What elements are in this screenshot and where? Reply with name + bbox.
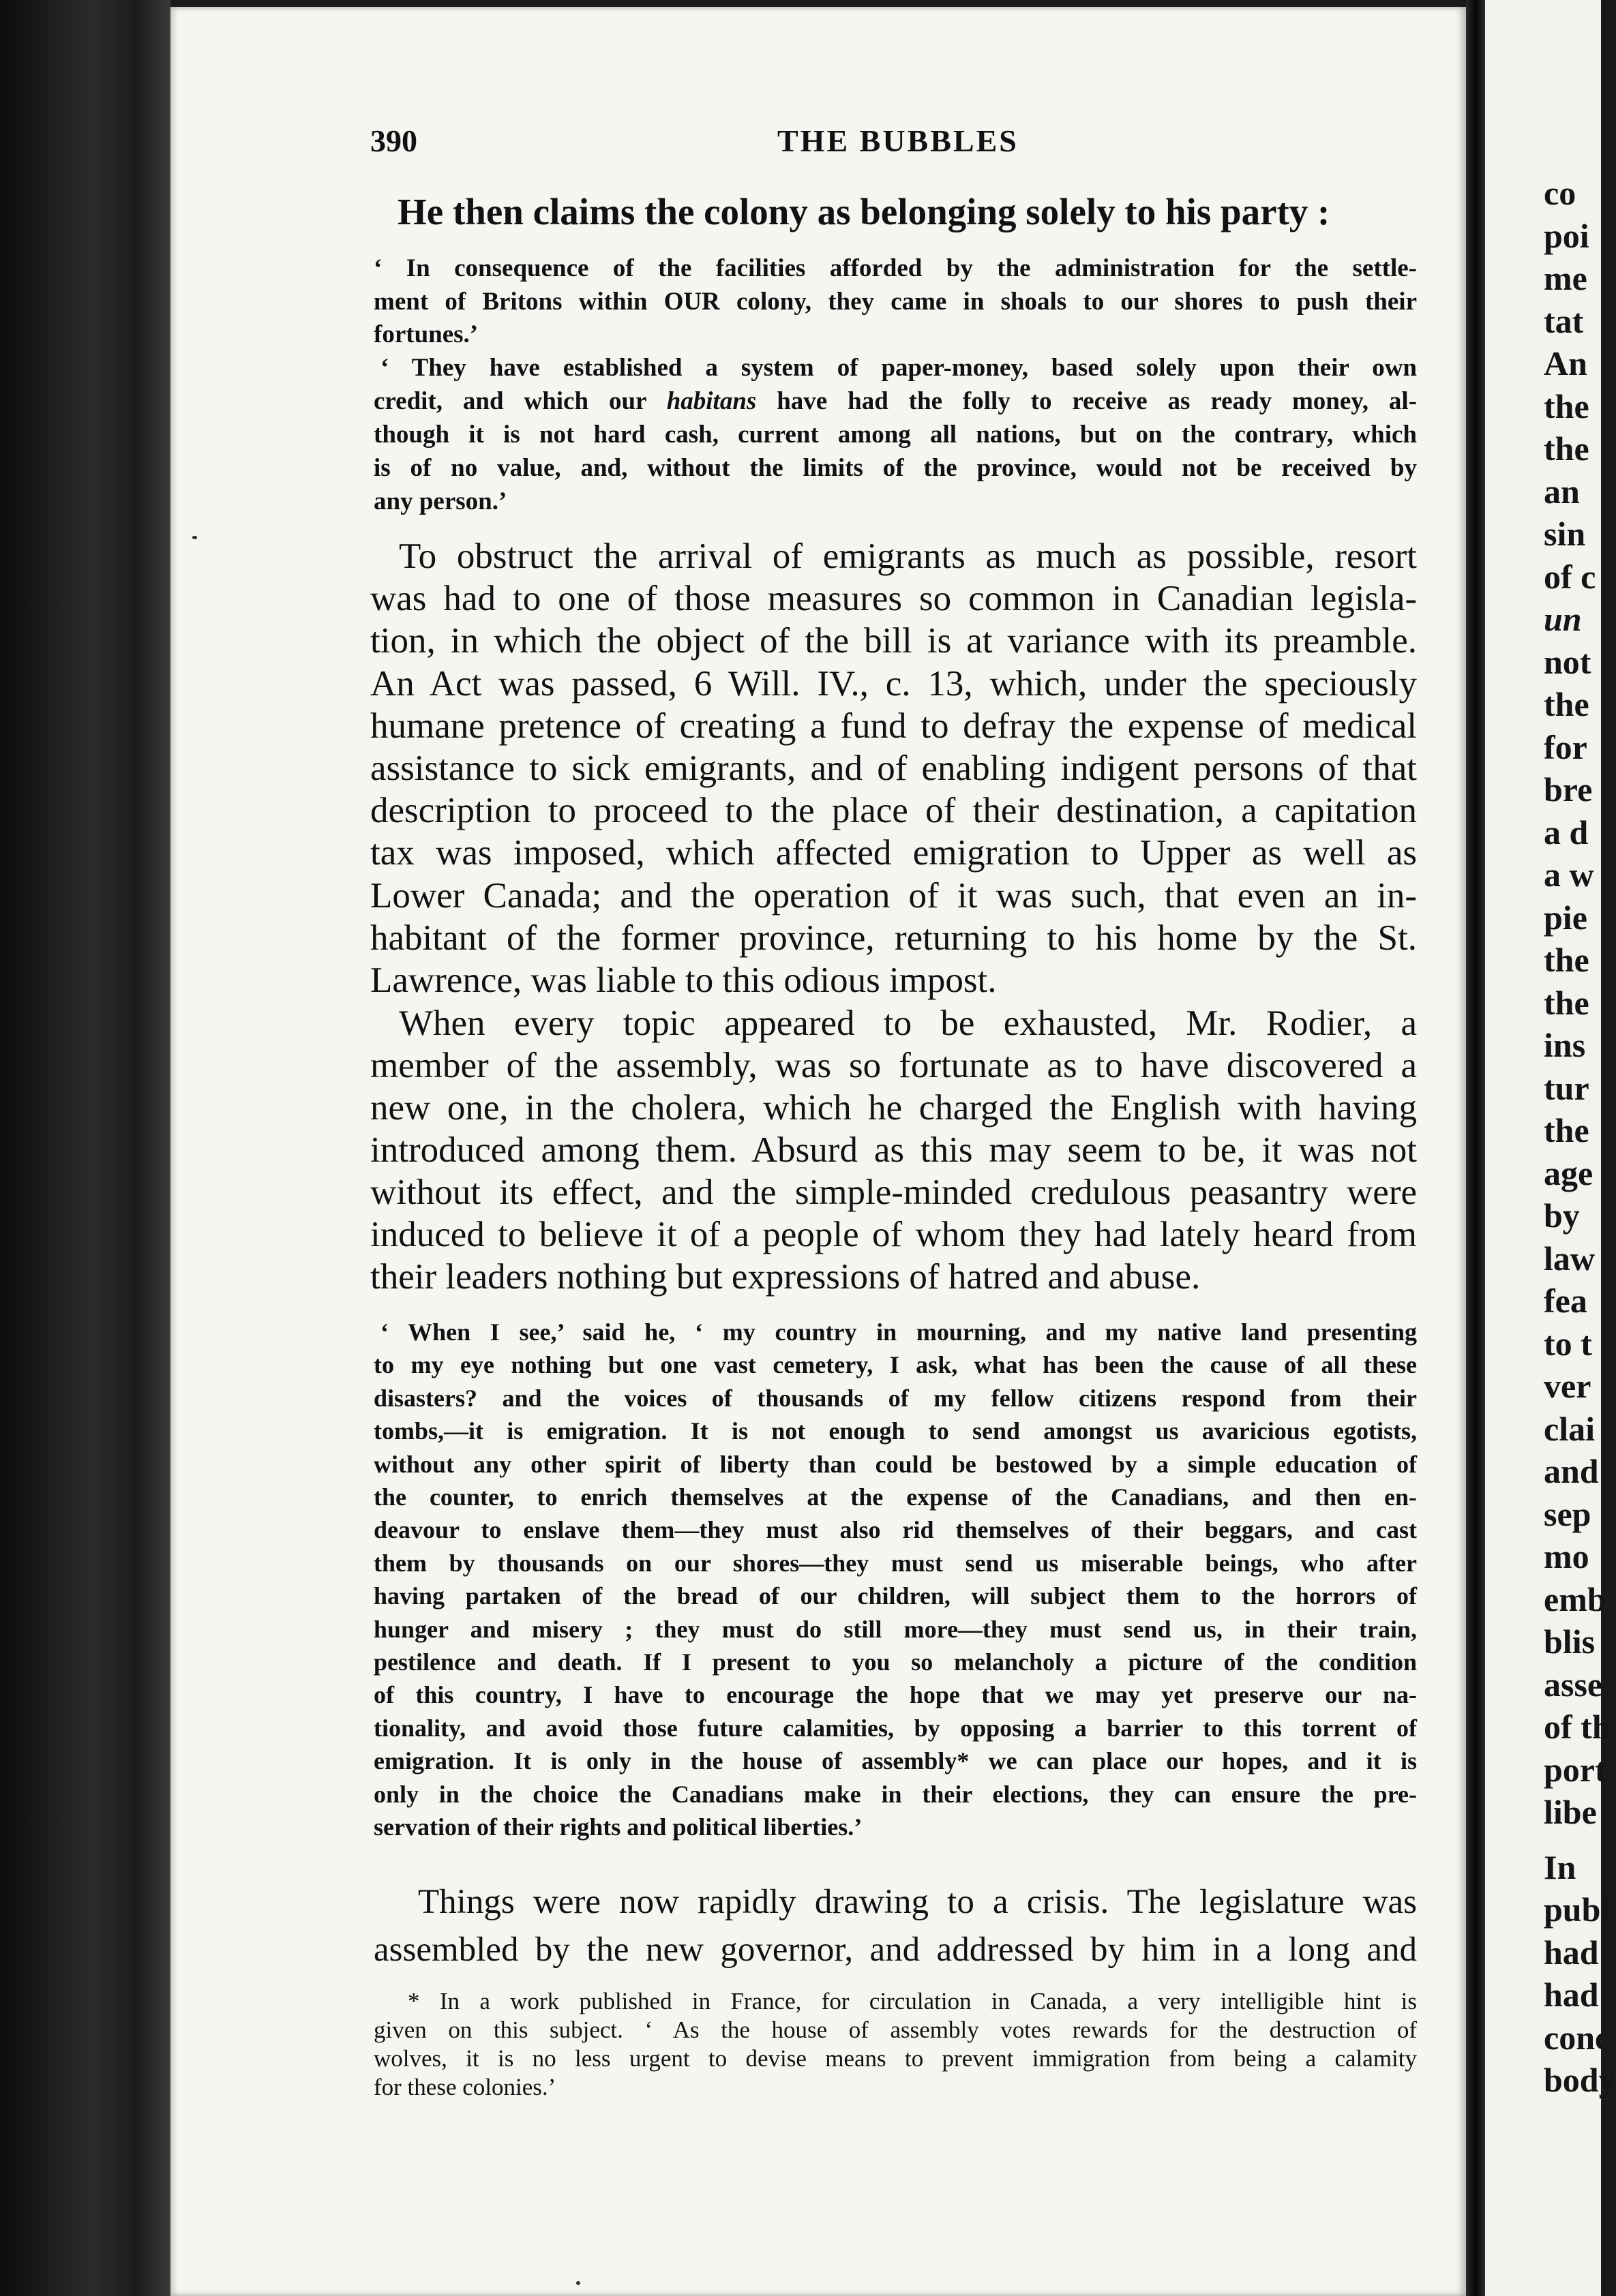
text-line: only in the choice the Canadians make in their elections, they can ensure the pre-: [374, 1780, 1417, 1808]
text-line: wolves, it is no less urgent to devise means to prevent immigration from being a calamity: [374, 2045, 1417, 2072]
quote-block-rodier: [374, 1316, 1417, 1844]
text-line: any person.’: [374, 487, 507, 515]
facing-page-fragment: poi: [1544, 216, 1589, 255]
text-line: hunger and misery ; they must do still more—they must send us, in their train,: [374, 1615, 1417, 1643]
text-line: tionality, and avoid those future calamities, by opposing a barrier to this torrent of: [374, 1714, 1417, 1742]
facing-page-fragment: a w: [1544, 856, 1594, 894]
facing-page-fragment: publ: [1544, 1890, 1611, 1929]
text-line: without its effect, and the simple-minded credulous peasantry were: [370, 1173, 1417, 1212]
page-number: 390: [370, 123, 417, 158]
text-line: introduced among them. Absurd as this may seem to be, it was not: [370, 1130, 1417, 1170]
text-line: deavour to enslave them—they must also rid themselves of their beggars, and cast: [374, 1516, 1417, 1544]
facing-page-fragment: by: [1544, 1196, 1580, 1235]
facing-page-fragment: emb: [1544, 1580, 1606, 1618]
text-fragment: credit, and which our: [374, 387, 667, 415]
text-line: [374, 384, 1417, 418]
text-line: Lower Canada; and the operation of it was such, that even an in-: [370, 875, 1417, 916]
facing-page-fragment: An: [1544, 344, 1587, 382]
facing-page-fragment: port: [1544, 1750, 1606, 1789]
text-line: emigration. It is only in the house of assembly* we can place our hopes, and it is: [374, 1747, 1417, 1775]
facing-page-fragment: tur: [1544, 1068, 1589, 1107]
text-line: ment of Britons within OUR colony, they came in shoals to our shores to push their: [374, 287, 1417, 316]
facing-page-fragment: ins: [1544, 1026, 1586, 1064]
text-line: humane pretence of creating a fund to defray the expense of medical: [370, 706, 1417, 746]
facing-page-fragment: me: [1544, 259, 1587, 297]
paragraph-crisis: [374, 1878, 1417, 1974]
text-line: though it is not hard cash, current among all nations, but on the contrary, which: [374, 421, 1417, 449]
facing-page-fragment: the: [1544, 983, 1589, 1022]
facing-page-fragment: libe: [1544, 1793, 1597, 1831]
text-line: is of no value, and, without the limits of the province, would not be received by: [374, 454, 1417, 482]
text-line: their leaders nothing but expressions of hatred and abuse.: [370, 1257, 1201, 1297]
text-line: them by thousands on our shores—they must send us miserable beings, who after: [374, 1549, 1417, 1577]
facing-page-fragment: law: [1544, 1239, 1595, 1278]
facing-page-fragment: a d: [1544, 813, 1589, 851]
facing-page-fragment: bre: [1544, 770, 1593, 809]
running-title: THE BUBBLES: [777, 123, 1019, 158]
text-line: of this country, I have to encourage the hope that we may yet preserve our na-: [374, 1681, 1417, 1709]
facing-page-fragment: not: [1544, 642, 1591, 681]
text-line: * In a work published in France, for circulation in Canada, a very intelligible hint is: [408, 1988, 1417, 2014]
facing-page-fragment: the: [1544, 685, 1589, 723]
text-line: assistance to sick emigrants, and of enabling indigent persons of that: [370, 749, 1417, 789]
facing-page-edge: [1485, 0, 1616, 2296]
text-line: When every topic appeared to be exhausted, Mr. Rodier, a: [399, 1003, 1417, 1043]
facing-page-fragment: age: [1544, 1153, 1593, 1192]
text-line: the counter, to enrich themselves at the expense of the Canadians, and then en-: [374, 1483, 1417, 1511]
facing-page-fragment: an: [1544, 472, 1580, 511]
facing-page-fragment: asse: [1544, 1665, 1603, 1704]
text-line: new one, in the cholera, which he charged the English with having: [370, 1088, 1417, 1128]
text-line: ‘ In consequence of the facilities afforded by the administration for the settle-: [374, 254, 1417, 282]
text-line: tax was imposed, which affected emigration to Upper as well as: [370, 833, 1417, 873]
text-line: An Act was passed, 6 Will. IV., c. 13, which, under the speciously: [370, 663, 1417, 704]
facing-page-fragment: and: [1544, 1452, 1599, 1490]
text-line: tombs,—it is emigration. It is not enough to send amongst us avaricious egotists,: [374, 1417, 1417, 1445]
facing-page-fragment: to t: [1544, 1324, 1592, 1363]
facing-page-fragment: for: [1544, 727, 1587, 766]
facing-page-fragment: sep: [1544, 1494, 1591, 1533]
text-line: assembled by the new governor, and addressed by him in a long and: [374, 1931, 1417, 1969]
text-line: to my eye nothing but one vast cemetery, I ask, what has been the cause of all these: [374, 1351, 1417, 1379]
scan-left-margin: [0, 0, 170, 2296]
text-line: without any other spirit of liberty than could be bestowed by a simple education of: [374, 1450, 1417, 1478]
text-line: He then claims the colony as belonging solely to his party :: [398, 191, 1330, 232]
text-line: ‘ When I see,’ said he, ‘ my country in mourning, and my native land presenting: [380, 1318, 1417, 1346]
text-line: description to proceed to the place of their destination, a capitation: [370, 791, 1417, 831]
text-line: induced to believe it of a people of whom they had lately heard from: [370, 1215, 1417, 1254]
facing-page-fragment: blis: [1544, 1622, 1596, 1661]
scan-speck: [576, 2281, 580, 2285]
facing-page-fragment: tat: [1544, 301, 1584, 340]
intro-line: [398, 187, 1417, 237]
facing-page-fragment: body: [1544, 2061, 1616, 2099]
footnote: [374, 1987, 1417, 2102]
text-line: Things were now rapidly drawing to a crisis. The legislature was: [418, 1883, 1417, 1921]
text-fragment: have had the folly to receive as ready money, al-: [756, 387, 1418, 415]
italic-word: habitans: [666, 387, 757, 415]
text-line: ‘ They have established a system of paper-money, based solely upon their own: [380, 354, 1417, 382]
paragraph-capitation-tax: [370, 535, 1417, 1001]
facing-page-fragment: pie: [1544, 898, 1587, 937]
text-line: pestilence and death. If I present to you so melancholy a picture of the condition: [374, 1648, 1417, 1676]
facing-page-fragment: clai: [1544, 1409, 1595, 1448]
facing-page-fragment: sin: [1544, 515, 1586, 553]
text-line: To obstruct the arrival of emigrants as much as possible, resort: [399, 537, 1417, 576]
text-line: Lawrence, was liable to this odious impost.: [370, 961, 997, 1001]
quote-block-b: [374, 351, 1417, 518]
text-line: fortunes.’: [374, 320, 479, 348]
facing-page-fragment: co: [1544, 174, 1576, 212]
text-line: habitant of the former province, returning to his home by the St.: [370, 918, 1417, 958]
facing-page-fragment: the: [1544, 941, 1589, 979]
facing-page-fragment: had: [1544, 1976, 1599, 2014]
facing-page-fragment: had: [1544, 1933, 1599, 1972]
text-line: given on this subject. ‘ As the house of assembly votes rewards for the destruction of: [374, 2016, 1417, 2043]
facing-page-fragment: In: [1544, 1847, 1576, 1886]
facing-page-fragment: of c: [1544, 557, 1596, 596]
paragraph-cholera: [370, 1002, 1417, 1298]
quote-block-a: [374, 252, 1417, 352]
facing-page-fragment: mo: [1544, 1537, 1589, 1575]
facing-page-fragment: conc: [1544, 2018, 1611, 2057]
facing-page-fragment: ver: [1544, 1367, 1591, 1405]
book-gutter: [1466, 0, 1485, 2296]
text-line: servation of their rights and political liberties.’: [374, 1813, 863, 1841]
facing-page-fragment: fea: [1544, 1282, 1587, 1320]
text-line: having partaken of the bread of our children, will subject them to the horrors of: [374, 1582, 1417, 1610]
text-line: was had to one of those measures so common in Canadian legisla-: [370, 579, 1417, 619]
facing-page-fragment: of th: [1544, 1708, 1611, 1746]
text-line: disasters? and the voices of thousands of my fellow citizens respond from their: [374, 1384, 1417, 1412]
text-line: member of the assembly, was so fortunate as to have discovered a: [370, 1046, 1417, 1085]
text-line: for these colonies.’: [374, 2074, 556, 2100]
facing-page-fragment: un: [1544, 600, 1582, 638]
scan-speck: [192, 536, 197, 539]
facing-page-fragment: the: [1544, 1111, 1589, 1149]
text-line: tion, in which the object of the bill is at variance with its preamble.: [370, 621, 1417, 661]
facing-page-fragment: the: [1544, 387, 1589, 425]
facing-page-fragment: the: [1544, 429, 1589, 468]
